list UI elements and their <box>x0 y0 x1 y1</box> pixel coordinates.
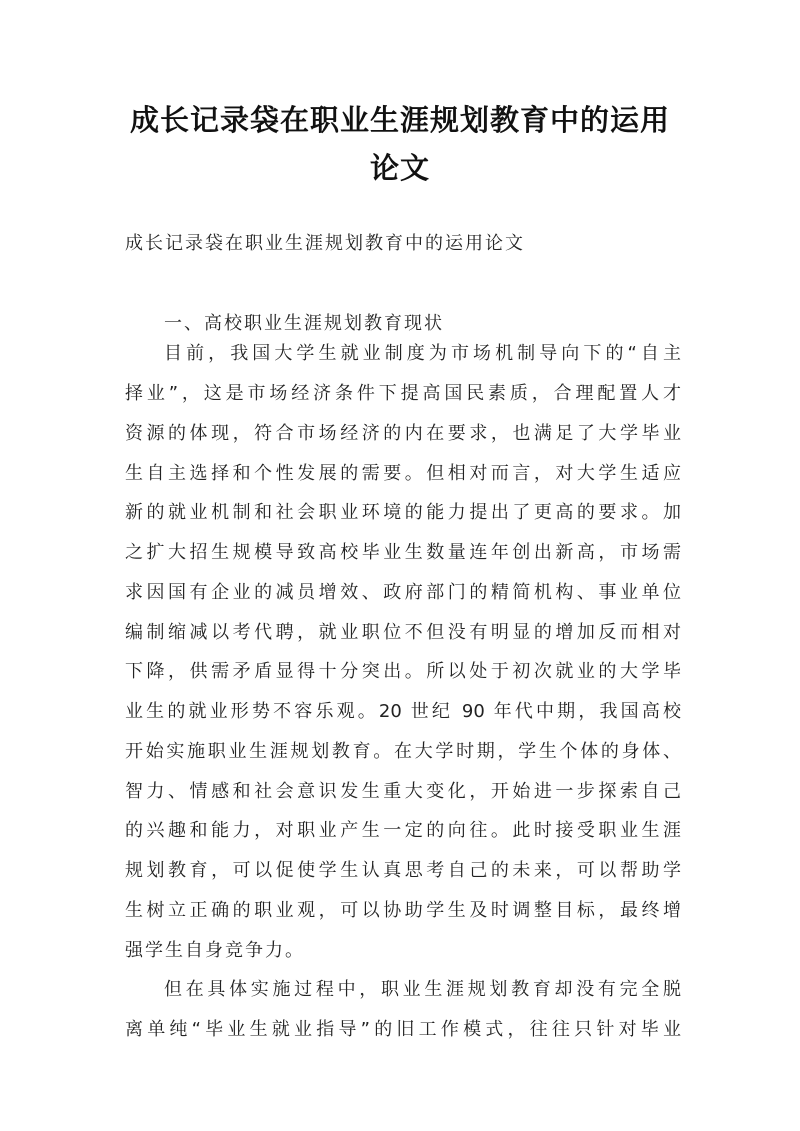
paragraph-line: 资源的体现，符合市场经济的内在要求，也满足了大学毕业 <box>125 423 681 444</box>
title-line-2: 论文 <box>369 151 430 185</box>
paragraph-line: 生树立正确的职业观，可以协助学生及时调整目标，最终增 <box>125 900 681 921</box>
paragraph-line: 的兴趣和能力，对职业产生一定的向往。此时接受职业生涯 <box>125 820 681 841</box>
document-subtitle: 成长记录袋在职业生涯规划教育中的运用论文 <box>125 233 525 254</box>
paragraph-line: 择业”，这是市场经济条件下提高国民素质，合理配置人才 <box>125 383 681 404</box>
paragraph-line: 智力、情感和社会意识发生重大变化，开始进一步探索自己 <box>125 781 681 802</box>
paragraph-line: 目前，我国大学生就业制度为市场机制导向下的“自主 <box>164 343 681 364</box>
section-heading: 一、高校职业生涯规划教育现状 <box>164 313 444 334</box>
paragraph-line: 规划教育，可以促使学生认真思考自己的未来，可以帮助学 <box>125 860 681 881</box>
paragraph-line: 强学生自身竞争力。 <box>125 940 305 961</box>
paragraph-line: 编制缩减以考代聘，就业职位不但没有明显的增加反而相对 <box>125 622 681 643</box>
paragraph-line: 业生的就业形势不容乐观。20 世纪 90 年代中期，我国高校 <box>125 701 681 722</box>
paragraph-line: 新的就业机制和社会职业环境的能力提出了更高的要求。加 <box>125 502 681 523</box>
document-title <box>100 96 700 192</box>
paragraph-line: 开始实施职业生涯规划教育。在大学时期，学生个体的身体、 <box>125 741 681 762</box>
paragraph-line: 但在具体实施过程中，职业生涯规划教育却没有完全脱 <box>164 979 681 1000</box>
paragraph-line: 之扩大招生规模导致高校毕业生数量连年创出新高，市场需 <box>125 542 681 563</box>
paragraph-line: 求因国有企业的减员增效、政府部门的精简机构、事业单位 <box>125 582 681 603</box>
paragraph-line: 下降，供需矛盾显得十分突出。所以处于初次就业的大学毕 <box>125 661 681 682</box>
title-line-1: 成长记录袋在职业生涯规划教育中的运用 <box>129 103 670 137</box>
paragraph-line: 生自主选择和个性发展的需要。但相对而言，对大学生适应 <box>125 463 681 484</box>
paragraph-line: 离单纯“毕业生就业指导”的旧工作模式，往往只针对毕业 <box>125 1019 681 1040</box>
